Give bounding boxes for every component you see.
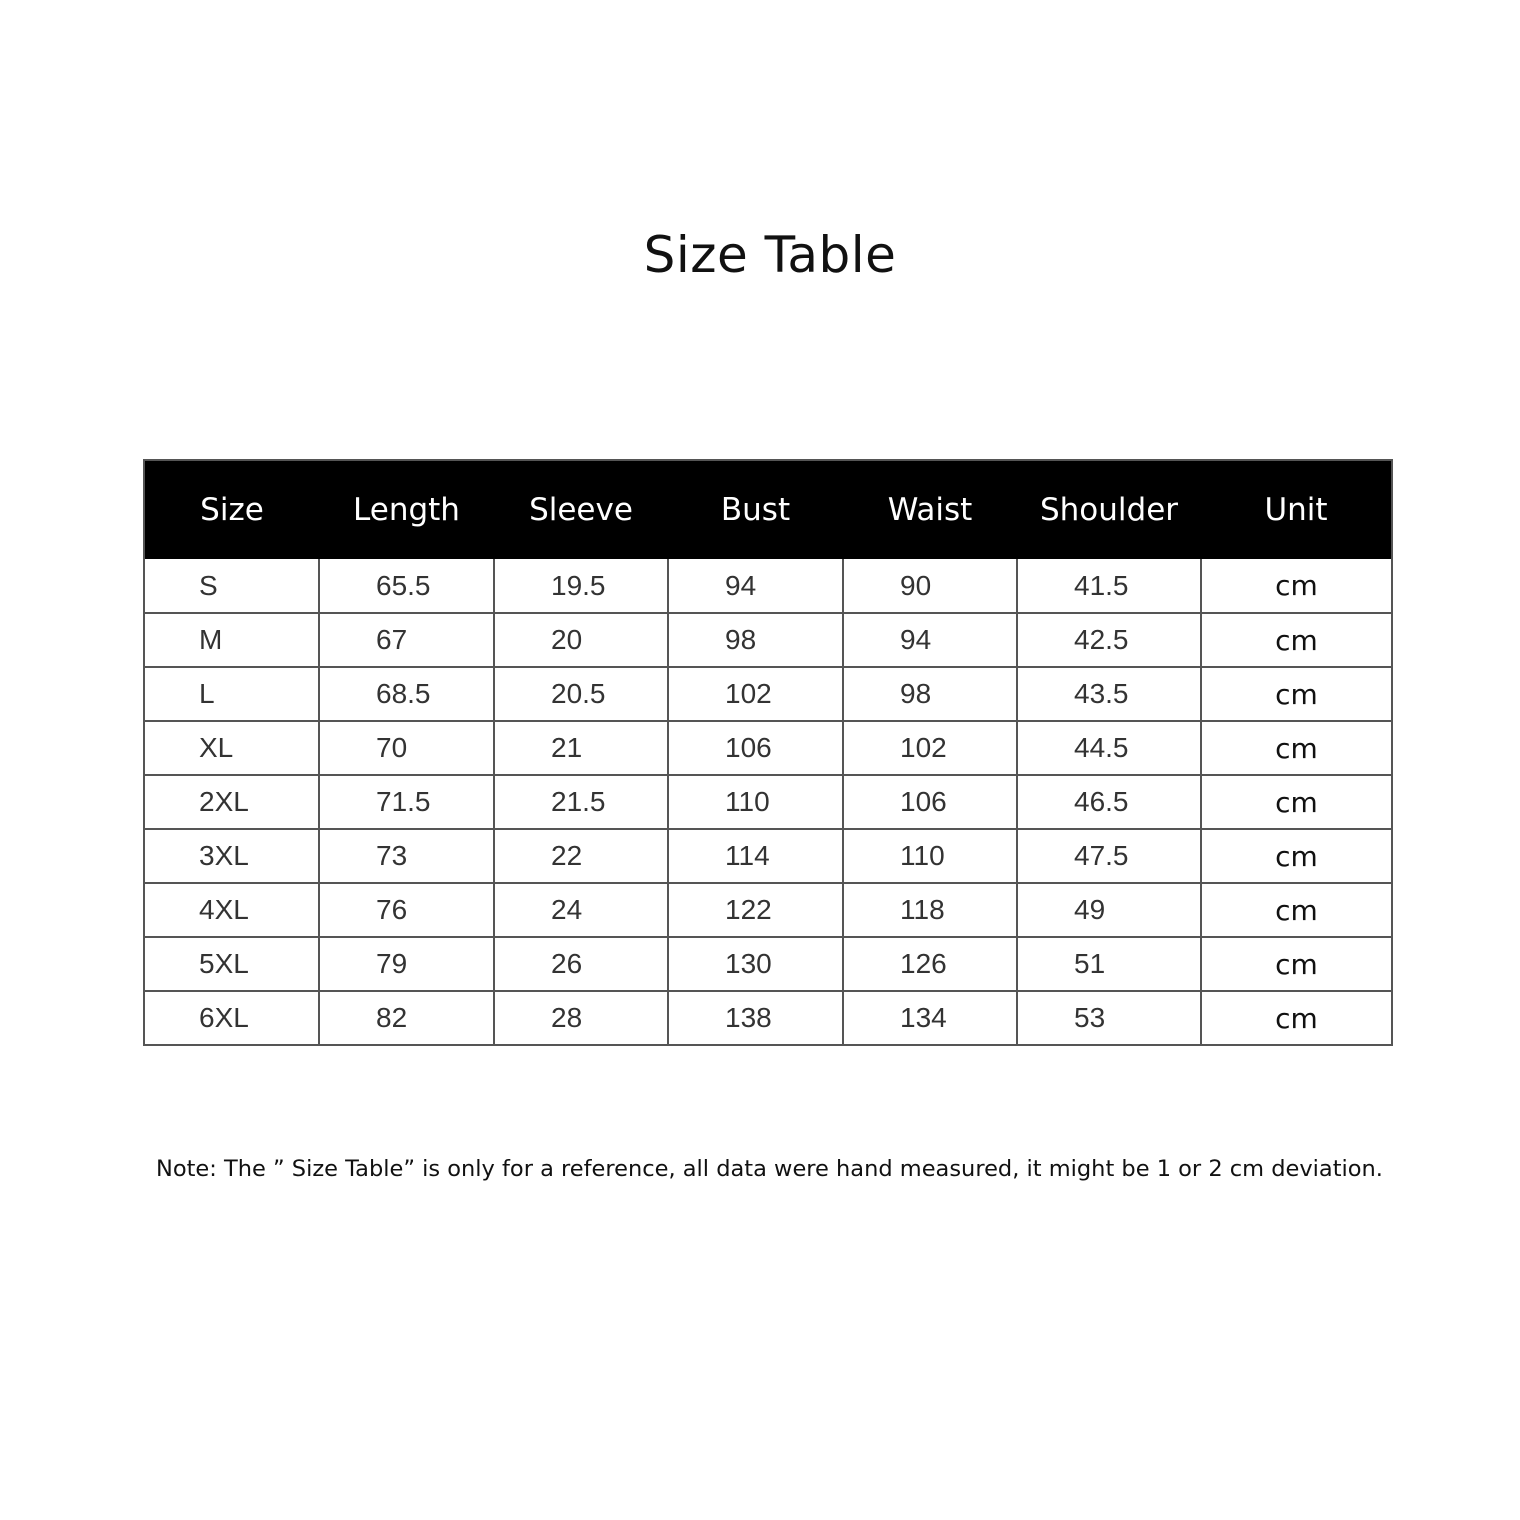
table-cell: 73	[319, 829, 494, 883]
table-cell: 44.5	[1017, 721, 1201, 775]
column-header: Size	[200, 492, 264, 528]
table-cell: 20	[494, 613, 668, 667]
table-cell: 106	[668, 721, 843, 775]
table-cell: cm	[1201, 721, 1392, 775]
table-cell: 102	[843, 721, 1017, 775]
table-cell: cm	[1201, 883, 1392, 937]
table-cell: 126	[843, 937, 1017, 991]
table-cell: 3XL	[144, 829, 319, 883]
table-cell: 110	[843, 829, 1017, 883]
table-cell: 42.5	[1017, 613, 1201, 667]
table-cell: 67	[319, 613, 494, 667]
table-cell: 21.5	[494, 775, 668, 829]
table-cell: 110	[668, 775, 843, 829]
table-cell: S	[144, 559, 319, 613]
table-row	[144, 721, 1392, 775]
table-cell: 41.5	[1017, 559, 1201, 613]
table-cell: 70	[319, 721, 494, 775]
table-cell: 98	[843, 667, 1017, 721]
column-header: Bust	[720, 492, 791, 528]
table-cell: 21	[494, 721, 668, 775]
page-title: Size Table	[643, 226, 897, 284]
table-row	[144, 991, 1392, 1045]
table-row	[144, 775, 1392, 829]
table-cell: 24	[494, 883, 668, 937]
table-cell: cm	[1201, 937, 1392, 991]
table-row	[144, 883, 1392, 937]
table-cell: cm	[1201, 613, 1392, 667]
table-cell: 65.5	[319, 559, 494, 613]
table-cell: 94	[668, 559, 843, 613]
table-cell: XL	[144, 721, 319, 775]
size-table	[143, 459, 1393, 1046]
column-header: Unit	[1264, 492, 1328, 528]
table-cell: 118	[843, 883, 1017, 937]
table-cell: 94	[843, 613, 1017, 667]
table-cell: 114	[668, 829, 843, 883]
table-cell: 6XL	[144, 991, 319, 1045]
table-cell: 28	[494, 991, 668, 1045]
table-cell: 20.5	[494, 667, 668, 721]
table-cell: 51	[1017, 937, 1201, 991]
table-cell: cm	[1201, 559, 1392, 613]
table-cell: 4XL	[144, 883, 319, 937]
table-cell: 98	[668, 613, 843, 667]
table-cell: 47.5	[1017, 829, 1201, 883]
table-cell: cm	[1201, 667, 1392, 721]
table-cell: 134	[843, 991, 1017, 1045]
table-cell: 106	[843, 775, 1017, 829]
table-cell: L	[144, 667, 319, 721]
table-cell: 46.5	[1017, 775, 1201, 829]
table-cell: 53	[1017, 991, 1201, 1045]
table-row	[144, 937, 1392, 991]
table-cell: 19.5	[494, 559, 668, 613]
disclaimer-note: Note: The ” Size Table” is only for a reference, all data were hand measured, it might be 1 or 2 cm deviation.	[156, 1156, 1383, 1182]
column-header: Waist	[887, 492, 973, 528]
table-cell: 5XL	[144, 937, 319, 991]
table-cell: 122	[668, 883, 843, 937]
table-cell: 43.5	[1017, 667, 1201, 721]
column-header: Sleeve	[529, 492, 633, 528]
table-cell: 49	[1017, 883, 1201, 937]
table-cell: 68.5	[319, 667, 494, 721]
table-header-row	[144, 460, 1392, 559]
table-row	[144, 667, 1392, 721]
column-header: Shoulder	[1039, 492, 1179, 528]
table-cell: 102	[668, 667, 843, 721]
table-row	[144, 613, 1392, 667]
table-cell: M	[144, 613, 319, 667]
table-cell: cm	[1275, 1001, 1318, 1035]
table-row	[144, 559, 1392, 613]
table-cell: 90	[843, 559, 1017, 613]
table-cell: 138	[668, 991, 843, 1045]
column-header: Length	[353, 492, 460, 528]
table-cell: cm	[1201, 829, 1392, 883]
table-cell: 26	[494, 937, 668, 991]
table-cell: 76	[319, 883, 494, 937]
table-cell: 82	[319, 991, 494, 1045]
table-cell: 2XL	[144, 775, 319, 829]
table-cell: 130	[668, 937, 843, 991]
table-cell: 22	[494, 829, 668, 883]
table-cell: 79	[319, 937, 494, 991]
table-cell: cm	[1201, 775, 1392, 829]
table-cell: 71.5	[319, 775, 494, 829]
table-row	[144, 829, 1392, 883]
